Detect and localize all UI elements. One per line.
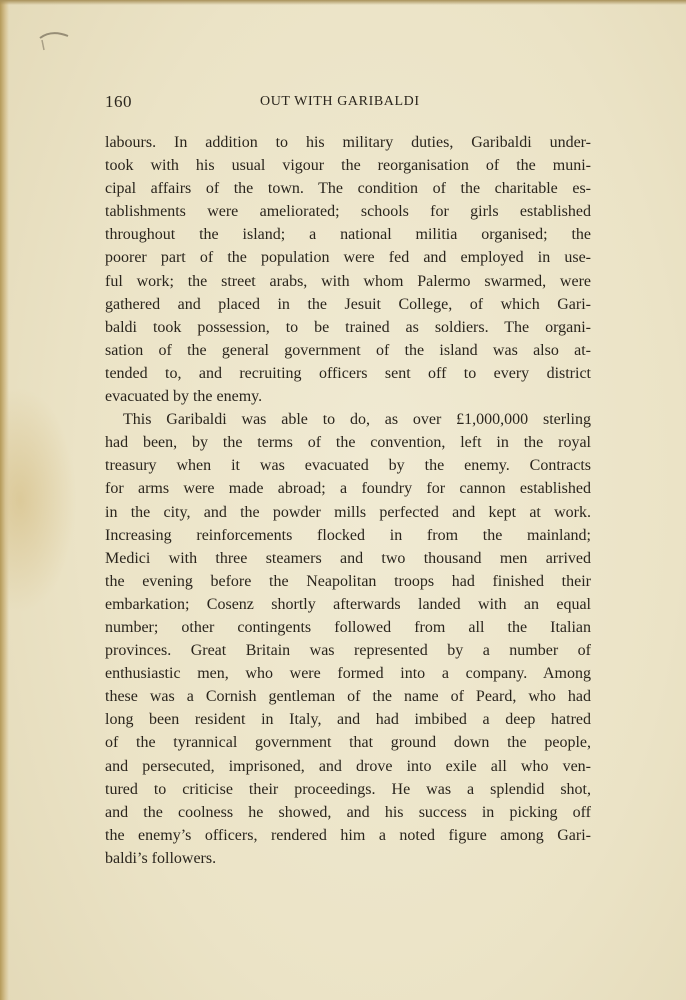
text-line: Medici with three steamers and two thousand men arrived: [105, 549, 591, 567]
text-line: had been, by the terms of the convention, left in the royal: [105, 434, 591, 452]
text-line: in the city, and the powder mills perfected and kept at work.: [105, 503, 591, 521]
text-line: took with his usual vigour the reorganisation of the muni-: [105, 157, 591, 175]
text-line: long been resident in Italy, and had imbibed a deep hatred: [105, 711, 591, 729]
running-head: [105, 92, 592, 112]
paragraph-2: [105, 408, 591, 870]
text-line: poorer part of the population were fed and employed in use-: [105, 249, 591, 267]
text-line: tured to criticise their proceedings. He was a splendid shot,: [105, 780, 591, 798]
text-line: the enemy’s officers, rendered him a noted figure among Gari-: [105, 826, 591, 844]
text-line: enthusiastic men, who were formed into a company. Among: [105, 665, 591, 683]
text-line: these was a Cornish gentleman of the name of Peard, who had: [105, 688, 591, 706]
text-line: tablishments were ameliorated; schools for girls established: [105, 203, 591, 221]
text-line: baldi’s followers.: [105, 849, 217, 867]
running-title: OUT WITH GARIBALDI: [260, 94, 420, 109]
text-line: gathered and placed in the Jesuit College, of which Gari-: [105, 295, 591, 313]
text-line: number; other contingents followed from all the Italian: [105, 618, 591, 636]
body-text: [105, 131, 591, 870]
page-number: 160: [105, 92, 132, 111]
paragraph-1: [105, 131, 591, 408]
text-line: Increasing reinforcements flocked in from the mainland;: [105, 526, 591, 544]
text-line: labours. In addition to his military duties, Garibaldi under-: [105, 134, 591, 151]
text-line: the evening before the Neapolitan troops had finished their: [105, 572, 591, 590]
text-line: ful work; the street arabs, with whom Palermo swarmed, were: [105, 272, 591, 290]
text-line: baldi took possession, to be trained as soldiers. The organi-: [105, 318, 591, 336]
text-line: embarkation; Cosenz shortly afterwards landed with an equal: [105, 595, 591, 613]
text-line: evacuated by the enemy.: [105, 388, 263, 406]
pencil-mark-icon: [32, 26, 72, 56]
text-line: This Garibaldi was able to do, as over £1,000,000 sterling: [123, 411, 591, 429]
text-line: of the tyrannical government that ground down the people,: [105, 734, 591, 752]
text-line: treasury when it was evacuated by the enemy. Contracts: [105, 457, 591, 475]
page-top-edge: [0, 0, 686, 5]
text-line: for arms were made abroad; a foundry for cannon established: [105, 480, 591, 498]
text-line: throughout the island; a national militia organised; the: [105, 226, 591, 244]
text-line: tended to, and recruiting officers sent off to every district: [105, 364, 591, 382]
text-line: and the coolness he showed, and his success in picking off: [105, 803, 591, 821]
text-line: sation of the general government of the island was also at-: [105, 341, 591, 359]
text-line: cipal affairs of the town. The condition of the charitable es-: [105, 180, 591, 198]
text-line: and persecuted, imprisoned, and drove into exile all who ven-: [105, 757, 591, 775]
text-line: provinces. Great Britain was represented by a number of: [105, 642, 591, 660]
page-left-edge: [0, 0, 9, 1000]
